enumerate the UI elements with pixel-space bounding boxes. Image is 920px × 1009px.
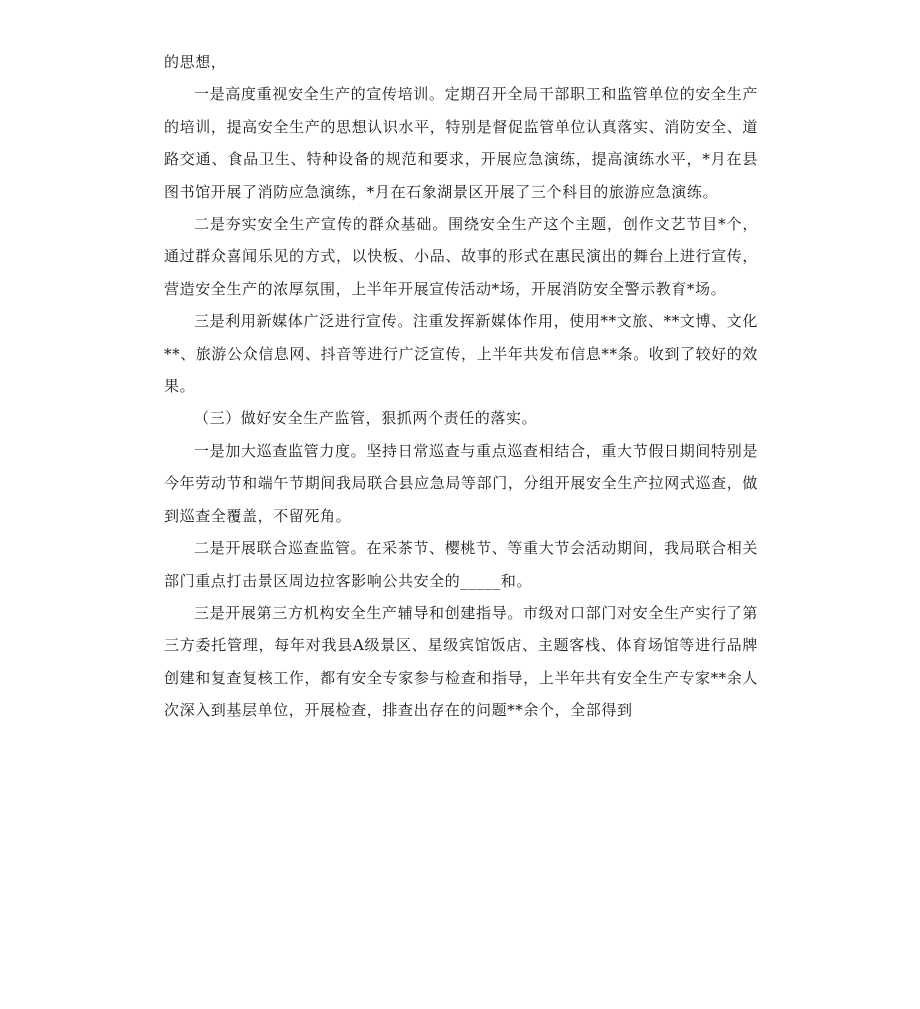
document-body: [164, 46, 758, 727]
paragraph-new-media: 三是利用新媒体广泛进行宣传。注重发挥新媒体作用，使用**文旅、**文博、文化**、旅游公众信息网、抖音等进行广泛宣传，上半年共发布信息**条。收到了较好的效果。: [164, 312, 759, 396]
section-heading-supervision: （三）做好安全生产监管，狠抓两个责任的落实。: [194, 409, 538, 428]
paragraph-inspection-intensity: 一是加大巡查监管力度。坚持日常巡查与重点巡查相结合，重大节假日期间特别是今年劳动节和端午节期间我局联合县应急局等部门，分组开展安全生产拉网式巡查，做到巡查全覆盖，不留死角。: [164, 441, 758, 525]
paragraph-joint-inspection: 二是开展联合巡查监管。在采茶节、樱桃节、等重大节会活动期间，我局联合相关部门重点打击景区周边拉客影响公共安全的_____和。: [164, 539, 758, 590]
paragraph-mass-foundation: 二是夯实安全生产宣传的群众基础。围绕安全生产这个主题，创作文艺节目*个，通过群众喜闻乐见的方式，以快板、小品、故事的形式在惠民演出的舞台上进行宣传，营造安全生产的浓厚氛围，上半年开展宣传活动*场，开展消防安全警示教育*场。: [164, 215, 758, 298]
paragraph-continuation: 的思想，: [164, 53, 227, 71]
paragraph-publicity-training: 一是高度重视安全生产的宣传培训。定期召开全局干部职工和监管单位的安全生产的培训，提高安全生产的思想认识水平，特别是督促监管单位认真落实、消防安全、道路交通、食品卫生、特种设备的规范和要求，开展应急演练，提高演练水平，*月在县图书馆开展了消防应急演练，*月在石象湖景区开展了三个科目的旅游应急演练。: [164, 85, 758, 201]
paragraph-third-party-guidance: 三是开展第三方机构安全生产辅导和创建指导。市级对口部门对安全生产实行了第三方委托管理，每年对我县A级景区、星级宾馆饭店、主题客栈、体育场馆等进行品牌创建和复查复核工作，都有安全专家参与检查和指导，上半年共有安全生产专家**余人次深入到基层单位，开展检查，排查出存在的问题**余个，全部得到: [164, 603, 758, 720]
